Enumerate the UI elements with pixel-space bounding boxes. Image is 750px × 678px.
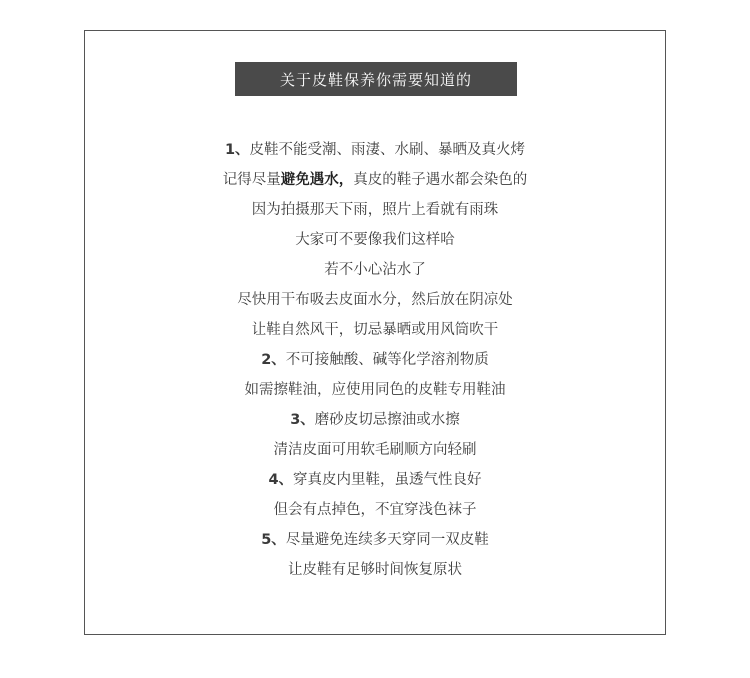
tip-text: 皮鞋不能受潮、雨淒、水刷、暴晒及真火烤 bbox=[249, 142, 526, 158]
tip-line-15 bbox=[85, 555, 665, 585]
tip-number: 1、 bbox=[224, 142, 250, 158]
tip-line-10 bbox=[85, 405, 665, 435]
tip-text: 尽量避免连续多天穿同一双皮鞋 bbox=[285, 532, 489, 548]
tip-number: 3、 bbox=[290, 412, 315, 428]
tip-line-7 bbox=[85, 315, 665, 345]
tip-number: 4、 bbox=[268, 472, 294, 488]
tip-text: 但会有点掉色，不宜穿浅色袜子 bbox=[273, 502, 477, 518]
tip-line-1 bbox=[85, 135, 665, 165]
tip-number: 5、 bbox=[261, 532, 286, 548]
tip-text: 若不小心沾水了 bbox=[324, 262, 426, 278]
tip-text-post: 真皮的鞋子遇水都会染色的 bbox=[353, 172, 528, 188]
tip-line-14 bbox=[85, 525, 665, 555]
tip-number: 2、 bbox=[261, 352, 286, 368]
tip-line-9 bbox=[85, 375, 665, 405]
tip-line-6 bbox=[85, 285, 665, 315]
tip-text: 磨砂皮切忌擦油或水擦 bbox=[314, 412, 460, 428]
tip-line-11 bbox=[85, 435, 665, 465]
tip-line-8 bbox=[85, 345, 665, 375]
tip-line-13 bbox=[85, 495, 665, 525]
tip-line-5 bbox=[85, 255, 665, 285]
tip-text: 尽快用干布吸去皮面水分，然后放在阴凉处 bbox=[237, 292, 513, 308]
tip-text: 不可接触酸、碱等化学溶剂物质 bbox=[285, 352, 489, 368]
tip-line-3 bbox=[85, 195, 665, 225]
tip-text: 穿真皮内里鞋，虽透气性良好 bbox=[293, 472, 482, 488]
tip-line-4 bbox=[85, 225, 665, 255]
tip-text: 因为拍摄那天下雨，照片上看就有雨珠 bbox=[251, 202, 499, 218]
tip-text: 如需擦鞋油，应使用同色的皮鞋专用鞋油 bbox=[244, 382, 506, 398]
tip-text: 大家可不要像我们这样哈 bbox=[295, 232, 455, 248]
title-banner bbox=[235, 62, 517, 96]
tip-text: 让鞋自然风干，切忌暴晒或用风筒吹干 bbox=[251, 322, 499, 338]
content-frame bbox=[84, 30, 666, 635]
page-title: 关于皮鞋保养你需要知道的 bbox=[279, 70, 472, 89]
tip-text: 清洁皮面可用软毛刷顺方向轻刷 bbox=[273, 442, 477, 458]
tip-text: 让皮鞋有足够时间恢复原状 bbox=[288, 562, 462, 578]
tip-text-pre: 记得尽量 bbox=[222, 172, 281, 188]
tip-text-emphasis: 避免遇水， bbox=[280, 172, 354, 188]
tip-line-12 bbox=[85, 465, 665, 495]
care-tips-list bbox=[85, 135, 665, 585]
tip-line-2 bbox=[85, 165, 665, 195]
